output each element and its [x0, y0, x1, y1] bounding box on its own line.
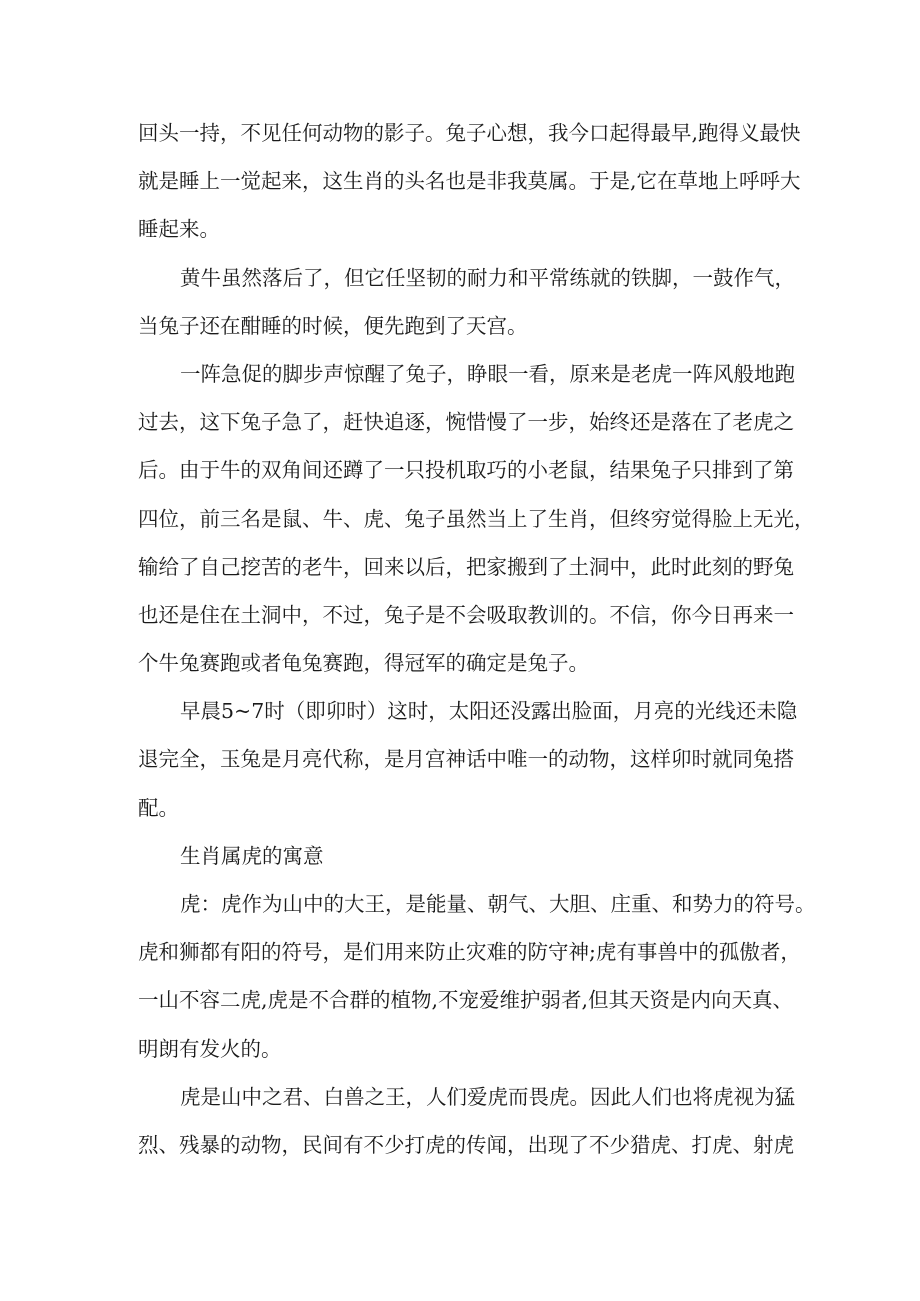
paragraph	[138, 687, 798, 832]
text-line: 也还是住在土洞中，不过，兔子是不会吸取教训的。不信，你今日再来一	[138, 602, 794, 627]
paragraph	[138, 109, 801, 254]
text-line: 一山不容二虎,虎是不合群的植物,不宠爱维护弱者,但其天资是内向天真、	[138, 988, 794, 1013]
text-line: 后。由于牛的双角间还蹲了一只投机取巧的小老鼠，结果兔子只排到了第	[138, 458, 794, 483]
text-line: 一阵急促的脚步声惊醒了兔子，睁眼一看，原来是老虎一阵风般地跑	[180, 361, 795, 386]
text-line: 虎和狮都有阳的符号，是们用来防止灾难的防守神;虎有事兽中的孤傲者，	[138, 940, 801, 965]
heading-text: 生肖属虎的寓意	[180, 843, 324, 868]
text-line: 早晨5~7时（即卯时）这时，太阳还没露出脸面，月亮的光线还未隐	[180, 699, 798, 724]
document-body	[138, 109, 816, 1169]
text-line: 黄牛虽然落后了，但它任坚韧的耐力和平常练就的铁脚，一鼓作气，	[180, 265, 795, 290]
text-line: 输给了自己挖苦的老牛，回来以后，把家搬到了土洞中，此时此刻的野兔	[138, 554, 794, 579]
text-line: 配。	[138, 795, 179, 820]
text-line: 明朗有发火的。	[138, 1036, 282, 1061]
text-line: 就是睡上一觉起来，这生肖的头名也是非我莫属。于是,它在草地上呼呼大	[138, 169, 801, 194]
text-line: 回头一持，不见任何动物的影子。兔子心想，我今口起得最早,跑得义最快	[138, 121, 801, 145]
text-line: 虎是山中之君、白兽之王，人们爱虎而畏虎。因此人们也将虎视为猛	[180, 1084, 795, 1109]
text-line: 当兔子还在酣睡的时候，便先跑到了天宫。	[138, 313, 528, 338]
text-line: 虎：虎作为山中的大王，是能量、朝气、大胆、庄重、和势力的符号。	[180, 892, 816, 916]
section-heading	[138, 832, 786, 880]
text-line: 个牛兔赛跑或者龟兔赛跑，得冠军的确定是兔子。	[138, 651, 589, 676]
paragraph	[138, 880, 816, 1073]
text-line: 退完全，玉兔是月亮代称，是月宫神话中唯一的动物，这样卯时就同兔搭	[138, 747, 794, 772]
text-line: 烈、残暴的动物，民间有不少打虎的传闻，出现了不少猎虎、打虎、射虎	[138, 1132, 794, 1157]
paragraph	[138, 350, 815, 687]
paragraph	[138, 254, 795, 350]
paragraph	[138, 1073, 795, 1169]
text-line: 过去，这下兔子急了，赶快追逐，惋惜慢了一步，始终还是落在了老虎之	[138, 410, 794, 435]
text-line: 四位，前三名是鼠、牛、虎、兔子虽然当上了生肖，但终穷觉得脸上无光，	[138, 506, 815, 531]
text-line: 睡起来。	[138, 217, 220, 242]
